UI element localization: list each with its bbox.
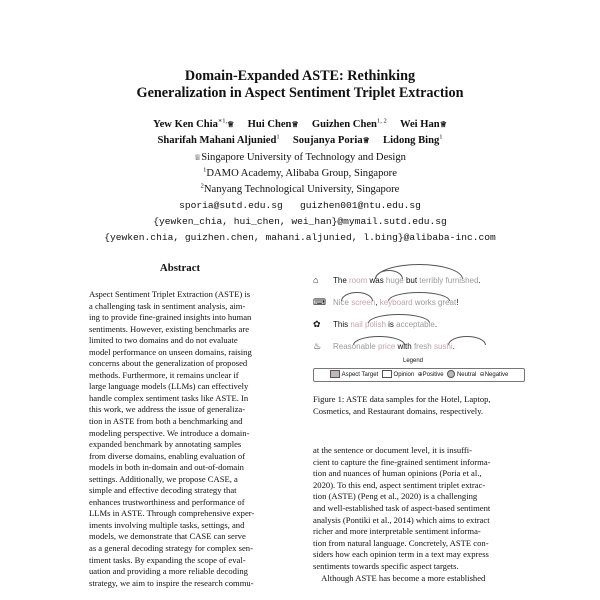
word: , — [375, 298, 380, 307]
abstract-line: concerns about the generalization of proposed — [89, 358, 248, 369]
author-name: Lidong Bing — [383, 135, 440, 146]
body-line: tion from natural language. Concretely, ASTE con- — [313, 537, 489, 548]
aspect-term: keyboard — [379, 298, 413, 307]
author-name: Sharifah Mahani Aljunied — [157, 135, 277, 146]
affiliation-text: Singapore University of Technology and Design — [201, 152, 406, 163]
author-name: Guizhen Chen — [311, 119, 377, 130]
sutd-icon: ♕ — [194, 153, 202, 162]
abstract-line: timent tasks. By expanding the scope of eval- — [89, 554, 246, 565]
sample-cosmetics — [333, 320, 437, 329]
opinion-term: works great — [414, 298, 457, 307]
aspect-term: screen — [351, 298, 376, 307]
legend-label: Opinion — [393, 372, 415, 378]
abstract-body — [89, 289, 275, 589]
affiliation-1 — [0, 150, 600, 166]
opinion-term: huge — [385, 276, 404, 285]
opinion-swatch — [382, 370, 392, 378]
body-line: tion (ASTE) (Peng et al., 2020) is a challenging — [313, 491, 478, 502]
legend-title: Legend — [402, 358, 424, 364]
word: with — [395, 342, 414, 351]
abstract-line: from diverse domains, enabling evaluation of — [89, 450, 246, 461]
opinion-term: Reasonable — [333, 342, 376, 351]
email-line-2: {yewken_chia, hui_chen, wei_han}@mymail.sutd.edu.sg — [153, 216, 447, 227]
body-line: analysis (Pontiki et al., 2014) which aims to extract — [313, 514, 490, 525]
affiliation-sup: 2 — [200, 182, 204, 190]
affiliation-text: Nanyang Technological University, Singapore — [203, 184, 400, 195]
sample-laptop — [333, 298, 458, 307]
restaurant-icon: ♨ — [313, 341, 322, 351]
word: ! — [456, 298, 459, 307]
abstract-line: modeling perspective. We introduce a domain- — [89, 427, 250, 438]
abstract-line: this work, we address the issue of generaliza- — [89, 404, 246, 415]
author-sup: 1 — [276, 133, 280, 141]
opinion-term: acceptable — [396, 320, 435, 329]
body-line: sentiments towards specific aspect targets. — [313, 560, 459, 571]
aspect-swatch — [330, 370, 340, 378]
abstract-line: models in both in-domain and out-of-domain — [89, 462, 244, 473]
author-name: Yew Ken Chia — [153, 119, 218, 130]
plus-icon: ⊕ — [417, 372, 423, 378]
figure-caption — [313, 394, 523, 417]
abstract-line: limited to two domains and do not evaluate — [89, 335, 238, 346]
abstract-line: methods. Furthermore, it remains unclear if — [89, 369, 239, 380]
legend-box — [313, 368, 525, 382]
abstract-heading: Abstract — [159, 262, 201, 274]
sutd-icon: ♕ — [291, 120, 299, 129]
aspect-term: price — [377, 342, 396, 351]
aspect-term: sushi — [433, 342, 453, 351]
body-line: cient to capture the fine-grained sentiment informa- — [313, 456, 491, 467]
abstract-line: ing to provide fine-grained insights into human — [89, 312, 252, 323]
body-line: at the sentence or document level, it is insuffi- — [313, 445, 473, 455]
figure-1 — [313, 262, 523, 382]
sample-restaurant — [333, 342, 455, 351]
abstract-line: LLMs in ASTE. Through comprehensive exper- — [89, 508, 255, 519]
minus-icon: ⊖ — [479, 372, 485, 378]
body-line: Although ASTE has become a more established — [313, 572, 486, 583]
body-text — [313, 445, 524, 584]
abstract-line: settings. Additionally, we propose CASE, a — [89, 473, 238, 484]
abstract-line: large language models (LLMs) can effectively — [89, 381, 249, 392]
word: . — [434, 320, 438, 329]
affiliation-text: DAMO Academy, Alibaba Group, Singapore — [206, 168, 397, 179]
body-line: siders how each opinion term in a text may express — [313, 549, 489, 560]
abstract-line: enhances trustworthiness and performance of — [89, 496, 245, 507]
opinion-term: Nice — [333, 298, 350, 307]
author-line-1 — [0, 117, 600, 133]
word: This — [333, 320, 351, 329]
abstract-line: expanded benchmark by annotating samples — [89, 439, 242, 450]
opinion-term: fresh — [413, 342, 432, 351]
word: was — [367, 276, 386, 285]
cosmetics-icon: ✿ — [313, 319, 321, 329]
abstract-line: tion in ASTE from both a benchmarking and — [89, 416, 243, 427]
sample-hotel — [333, 276, 481, 285]
word: but — [403, 276, 420, 285]
abstract-line: handle complex sentiment tasks like ASTE. In — [89, 392, 249, 403]
laptop-icon: ⌨ — [313, 297, 326, 307]
neutral-icon — [447, 370, 455, 378]
abstract-line: uation and providing a more reliable decoding — [89, 566, 248, 577]
aspect-term: nail polish — [350, 320, 386, 329]
author-name: Wei Han — [399, 119, 440, 130]
word: . — [478, 276, 481, 285]
abstract-line: as a general decoding strategy for complex sen- — [89, 543, 253, 554]
hotel-icon: ⌂ — [313, 275, 319, 285]
abstract-line: simple and effective decoding strategy that — [89, 485, 237, 496]
legend-label: Negative — [484, 372, 509, 378]
paper-title-line-1: Domain-Expanded ASTE: Rethinking — [184, 68, 416, 84]
sutd-icon: ♕ — [227, 120, 235, 129]
abstract-line: sentiments. However, existing benchmarks are — [89, 323, 250, 334]
author-line-2 — [0, 133, 600, 149]
author-name: Hui Chen — [247, 119, 292, 130]
abstract-line: Aspect Sentiment Triplet Extraction (ASTE) is — [89, 289, 251, 299]
author-sup: 1, 2 — [376, 117, 387, 125]
abstract-line: model performance on unseen domains, raising — [89, 346, 252, 357]
body-line: and well-established task of aspect-based sentiment — [313, 502, 491, 513]
affiliation-3 — [0, 182, 600, 198]
abstract-line: iments involving multiple tasks, settings, and — [89, 519, 245, 530]
sutd-icon: ♕ — [439, 120, 447, 129]
body-line: 2020). To this end, aspect sentiment triplet extrac- — [313, 479, 486, 490]
author-sup: 1 — [439, 133, 443, 141]
opinion-term: terribly furnished — [419, 276, 479, 285]
body-line: richer and more interpretable sentiment informa- — [313, 526, 481, 537]
legend-label: Neutral — [456, 372, 477, 378]
paper-title-line-2: Generalization in Aspect Sentiment Triplet Extraction — [136, 85, 464, 101]
email-line-1: sporia@sutd.edu.sg guizhen001@ntu.edu.sg — [179, 200, 421, 211]
author-sup: ∗1, — [217, 117, 228, 125]
affiliation-2 — [0, 166, 600, 182]
abstract-line: a challenging task in sentiment analysis, aim- — [89, 300, 246, 311]
aspect-term: room — [349, 276, 368, 285]
email-line-3: {yewken.chia, guizhen.chen, mahani.aljunied, l.bing}@alibaba-inc.com — [104, 232, 496, 243]
body-line: tion and nuances of human opinions (Poria et al., — [313, 468, 482, 479]
abstract-line: strategy, we aim to inspire the research commu- — [89, 577, 254, 588]
word: The — [333, 276, 350, 285]
caption-line: Cosmetics, and Restaurant domains, respectively. — [313, 405, 484, 416]
affiliation-sup: 1 — [203, 166, 207, 174]
word: is — [385, 320, 397, 329]
abstract-line: models, we demonstrate that CASE can serve — [89, 531, 246, 542]
word: . — [452, 342, 455, 351]
sutd-icon: ♕ — [362, 136, 370, 145]
legend-label: Positive — [422, 372, 444, 378]
legend-label: Aspect Target — [341, 372, 379, 378]
author-name: Soujanya Poria — [292, 135, 363, 146]
caption-line: Figure 1: ASTE data samples for the Hotel, Laptop, — [313, 394, 491, 404]
